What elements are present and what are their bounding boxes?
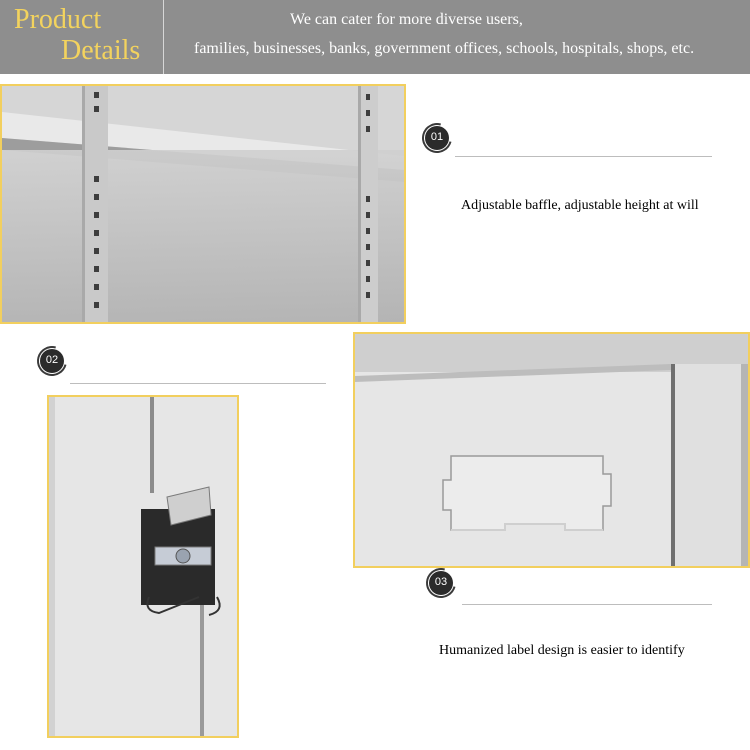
section-03-divider: [462, 604, 712, 605]
brand-block: [0, 0, 164, 74]
section-01-marker: [425, 126, 449, 150]
brand-title-line2: Details: [61, 35, 141, 66]
brand-title-line1: Product: [14, 4, 102, 35]
tagline-line1: We can cater for more diverse users,: [290, 11, 523, 28]
door-lock-photo: [47, 395, 239, 738]
section-02-marker: [40, 349, 64, 373]
section-01-caption: Adjustable baffle, adjustable height at will: [461, 198, 699, 213]
section-01-number: 01: [430, 131, 444, 143]
section-03-marker: [429, 571, 453, 595]
section-01-divider: [455, 156, 712, 157]
section-03-number: 03: [434, 576, 448, 588]
header-banner: [0, 0, 750, 74]
adjustable-shelf-photo: [0, 84, 406, 324]
section-02-number: 02: [45, 354, 59, 366]
tagline-line2: families, businesses, banks, government offices, schools, hospitals, shops, etc.: [194, 40, 695, 57]
label-holder-photo: [353, 332, 750, 568]
section-02-divider: [70, 383, 326, 384]
section-03-caption: Humanized label design is easier to identify: [439, 643, 685, 658]
